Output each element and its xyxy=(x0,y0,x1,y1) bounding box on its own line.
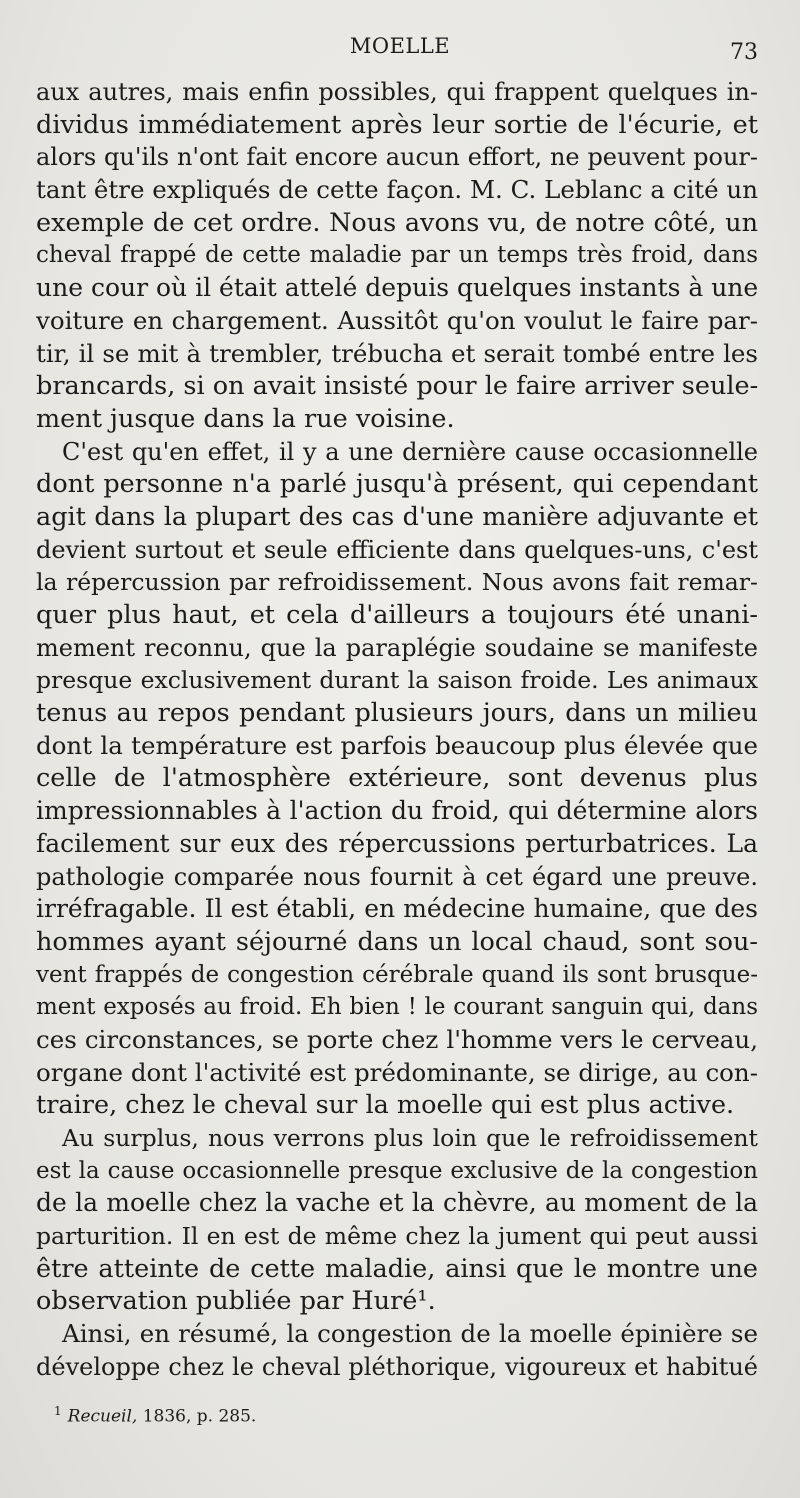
text-line: exemple de cet ordre. Nous avons vu, de notre côté, un xyxy=(36,207,758,238)
text-line: organe dont l'activité est prédominante, se dirige, au con- xyxy=(36,1057,758,1087)
text-line: de la moelle chez la vache et la chèvre, au moment de la xyxy=(36,1188,758,1218)
text-line: tir, il se mit à trembler, trébucha et serait tombé entre les xyxy=(36,338,758,368)
text-line: celle de l'atmosphère extérieure, sont devenus plus xyxy=(36,763,758,794)
text-line: alors qu'ils n'ont fait encore aucun effort, ne peuvent pour- xyxy=(36,143,758,172)
footnote-marker: 1 xyxy=(54,1404,62,1418)
text-line: parturition. Il en est de même chez la jument qui peut aussi xyxy=(36,1222,758,1251)
text-line: facilement sur eux des répercussions perturbatrices. La xyxy=(36,828,758,858)
text-line: hommes ayant séjourné dans un local chaud, sont sou- xyxy=(36,926,758,957)
text-line: vent frappés de congestion cérébrale quand ils sont brusque- xyxy=(36,961,758,988)
text-line: irréfragable. Il est établi, en médecine humaine, que des xyxy=(36,894,758,924)
text-line: aux autres, mais enfin possibles, qui frappent quelques in- xyxy=(36,78,758,106)
text-line: observation publiée par Huré¹. xyxy=(36,1286,436,1317)
running-title: MOELLE xyxy=(349,34,451,58)
footnote xyxy=(54,1404,256,1427)
text-line: est la cause occasionnelle presque exclusive de la congestion xyxy=(36,1157,758,1184)
text-line: brancards, si on avait insisté pour le faire arriver seule- xyxy=(36,371,758,402)
footnote-source: Recueil, xyxy=(67,1406,138,1427)
text-line: pathologie comparée nous fournit à cet égard une preuve. xyxy=(36,862,758,891)
footnote-citation: 1836, p. 285. xyxy=(142,1406,257,1427)
body-text xyxy=(36,76,758,1384)
text-line: être atteinte de cette maladie, ainsi que le montre une xyxy=(36,1253,758,1284)
text-line: dont la température est parfois beaucoup plus élevée que xyxy=(36,730,758,760)
text-line: devient surtout et seule efficiente dans quelques-uns, c'est xyxy=(36,535,758,564)
text-line: ces circonstances, se porte chez l'homme vers le cerveau, xyxy=(36,1024,758,1054)
page-number: 73 xyxy=(730,40,758,65)
text-line: quer plus haut, et cela d'ailleurs a toujours été unani- xyxy=(36,600,758,630)
text-line: traire, chez le cheval sur la moelle qui est plus active. xyxy=(36,1090,735,1121)
text-line: tenus au repos pendant plusieurs jours, dans un milieu xyxy=(36,698,758,729)
text-line: agit dans la plupart des cas d'une manière adjuvante et xyxy=(36,501,758,532)
text-line: mement reconnu, que la paraplégie soudaine se manifeste xyxy=(36,633,758,662)
text-line: une cour où il était attelé depuis quelques instants à une xyxy=(36,273,758,303)
text-line: tant être expliqués de cette façon. M. C. Leblanc a cité un xyxy=(36,175,758,205)
text-line: impressionnables à l'action du froid, qui détermine alors xyxy=(36,796,758,826)
text-line: Au surplus, nous verrons plus loin que le refroidissement xyxy=(62,1124,758,1152)
text-line: la répercussion par refroidissement. Nous avons fait remar- xyxy=(36,568,758,597)
text-line: ment exposés au froid. Eh bien ! le courant sanguin qui, dans xyxy=(36,994,758,1021)
page-header xyxy=(40,30,760,64)
text-line: presque exclusivement durant la saison froide. Les animaux xyxy=(36,666,758,695)
text-line: cheval frappé de cette maladie par un temps très froid, dans xyxy=(36,242,758,269)
text-line: C'est qu'en effet, il y a une dernière cause occasionnelle xyxy=(62,437,758,466)
text-line: développe chez le cheval pléthorique, vigoureux et habitué xyxy=(36,1352,758,1381)
text-line: ment jusque dans la rue voisine. xyxy=(36,403,455,434)
text-line: voiture en chargement. Aussitôt qu'on voulut le faire par- xyxy=(36,305,758,335)
text-line: Ainsi, en résumé, la congestion de la moelle épinière se xyxy=(62,1319,758,1349)
text-line: dont personne n'a parlé jusqu'à présent, qui cependant xyxy=(36,469,758,500)
text-line: dividus immédiatement après leur sortie de l'écurie, et xyxy=(36,109,758,140)
